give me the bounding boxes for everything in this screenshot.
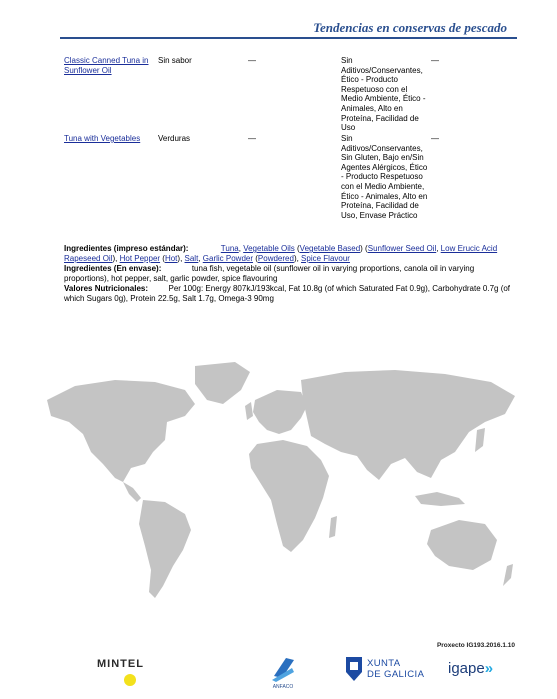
table-row xyxy=(64,56,514,134)
igape-text: igape xyxy=(448,660,485,677)
igape-logo xyxy=(448,660,493,677)
dash-cell: — xyxy=(248,56,256,65)
igape-arrows-icon: » xyxy=(484,660,494,677)
world-map-image xyxy=(45,360,523,620)
ingredients-pack-text: tuna fish, vegetable oil (sunflower oil in varying proportions, canola oil in varying proportions), hot pepper, salt, garlic powder, spice flavouring xyxy=(64,264,475,283)
xunta-line-1: XUNTA xyxy=(367,658,401,669)
ingredient-link[interactable]: Hot Pepper xyxy=(119,253,161,263)
dash-cell: — xyxy=(248,134,256,143)
ingredient-link[interactable]: Powdered xyxy=(257,253,294,263)
mintel-logo-mark xyxy=(124,674,136,686)
anfaco-label: ANFACO xyxy=(272,684,294,690)
table-row xyxy=(64,134,514,244)
dash-cell: — xyxy=(431,134,439,143)
ingredients-pack-label: Ingredientes (En envase): xyxy=(64,264,162,273)
ingredients-standard-label: Ingredientes (impreso estándar): xyxy=(64,244,189,253)
variety-cell: Sin sabor xyxy=(158,56,192,65)
ingredient-link[interactable]: Vegetable Oils xyxy=(243,244,295,253)
page-header-title: Tendencias en conservas de pescado xyxy=(313,20,507,35)
ingredients-pack xyxy=(64,264,514,283)
ingredient-link[interactable]: Tuna xyxy=(220,244,239,253)
nutrition-values xyxy=(64,284,514,303)
product-link[interactable]: Classic Canned Tuna in Sunflower Oil xyxy=(64,56,149,75)
mintel-logo: MINTEL xyxy=(97,658,144,670)
ingredient-link[interactable]: Sunflower Seed Oil xyxy=(367,244,437,253)
ingredient-link[interactable]: Vegetable Based xyxy=(299,244,361,253)
ingredient-link[interactable]: Garlic Powder xyxy=(202,253,254,263)
xunta-shield-icon xyxy=(345,656,363,682)
footer-logos xyxy=(0,654,557,694)
project-code: Proxecto IG193.2016.1.10 xyxy=(436,642,515,649)
ingredient-link[interactable]: Low Erucic Acid Rapeseed Oil xyxy=(64,244,498,263)
ingredient-link[interactable]: Hot xyxy=(164,253,178,263)
xunta-text xyxy=(367,658,424,680)
nutrition-label: Valores Nutricionales: xyxy=(64,284,149,293)
ingredient-link[interactable]: Salt xyxy=(184,253,199,263)
nutrition-text: Per 100g: Energy 807kJ/193kcal, Fat 10.8g (of which Saturated Fat 0.9g), Carbohydrate 0.7g (of which Sugars 0g), Protein 22.5g, Salt 1.7g, Omega-3 90mg xyxy=(64,284,511,303)
variety-cell: Verduras xyxy=(158,134,191,143)
dash-cell: — xyxy=(431,56,439,65)
claims-cell: Sin Aditivos/Conservantes, Ético - Producto Respetuoso con el Medio Ambiente, Ético - Animales, Alto en Proteína, Facilidad de Uso xyxy=(341,56,426,133)
ingredient-link[interactable]: Spice Flavour xyxy=(301,253,350,263)
product-table xyxy=(64,56,514,244)
header-rule xyxy=(60,37,517,39)
xunta-line-2: DE GALICIA xyxy=(367,669,425,680)
xunta-logo xyxy=(345,656,440,686)
ingredients-standard: Ingredientes (impreso estándar): Tuna, Vegetable Oils (Vegetable Based) (Sunflower Seed Oil, Low Erucic Acid Rapeseed Oil), Hot Pepper (Hot), Salt, Garlic Powder (Powdered), Spice Flavour xyxy=(64,244,498,263)
anfaco-logo xyxy=(268,654,298,690)
claims-cell: Sin Aditivos/Conservantes, Sin Gluten, Bajo en/Sin Agentes Alérgicos, Ético - Producto Respetuoso con el Medio Ambiente, Ético - Animales, Alto en Proteína, Facilidad de Uso, Envase Práctico xyxy=(341,134,428,220)
product-link[interactable]: Tuna with Vegetables xyxy=(64,134,141,143)
